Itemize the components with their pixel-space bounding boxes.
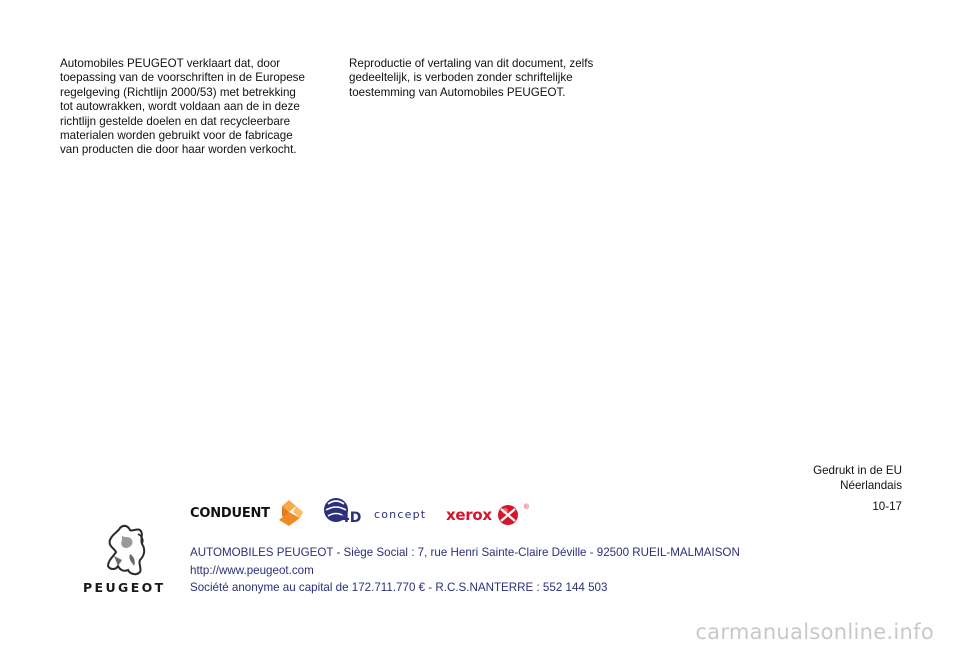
xerox-sphere-icon (496, 503, 520, 527)
company-address: AUTOMOBILES PEUGEOT - Siège Social : 7, rue Henri Sainte-Claire Déville - 92500 RUEIL-MALMAISON (190, 546, 740, 559)
conduent-logo (190, 498, 306, 528)
fourd-concept-logo (322, 496, 426, 526)
legal-info: Société anonyme au capital de 172.711.770 € - R.C.S.NANTERRE : 552 144 503 (190, 581, 608, 594)
peugeot-wordmark: PEUGEOT (83, 580, 166, 595)
svg-text:4D: 4D (340, 510, 362, 526)
printed-in-label: Gedrukt in de EU (813, 464, 902, 477)
print-info (813, 464, 902, 493)
fourd-wordmark: concept (374, 507, 427, 521)
copyright-statement: Reproductie of vertaling van dit document, zelfs gedeeltelijk, is verboden zonder schriftelijke toestemming van Automobiles PEUGEOT. (349, 57, 594, 99)
conduent-wordmark: CONDUENT (190, 505, 270, 521)
language-label: Néerlandais (840, 478, 902, 492)
page-code: 10-17 (872, 500, 902, 513)
watermark: carmanualsonline.info (695, 620, 934, 644)
website-link[interactable]: http://www.peugeot.com (190, 564, 314, 577)
xerox-registered-mark: ® (523, 504, 529, 511)
conduent-mark-icon (276, 498, 306, 528)
xerox-logo (446, 502, 529, 528)
fourd-globe-icon (322, 496, 370, 526)
recycling-statement: Automobiles PEUGEOT verklaart dat, door toepassing van de voorschriften in de Europese regelgeving (Richtlijn 2000/53) met betrekking tot autowrakken, wordt voldaan aan de in deze richtlijn gestelde doelen en dat recycleerbare materialen worden gebruikt voor de fabricage van producten die door haar worden verkocht. (60, 57, 305, 157)
peugeot-lion-icon (100, 522, 152, 578)
xerox-wordmark: xerox (446, 506, 492, 524)
